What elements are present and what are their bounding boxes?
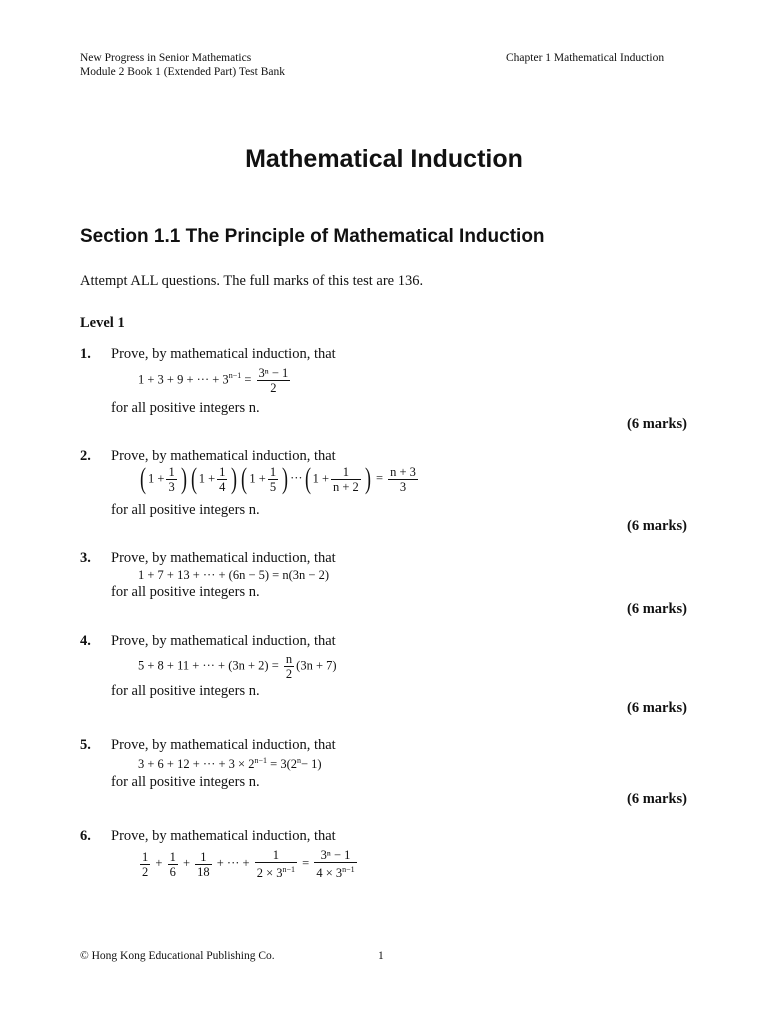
question-number: 6. [80,828,91,844]
one-plus: 1 + [249,470,266,485]
equation: $\frac{1}{2}$ + $\frac{1}{6}$ + $\frac{1}{18}$ + ··· + $\frac{1}{2 \times 3^{n-1}}$ = $\frac{\text{3ⁿ − 1}}{4 \times 3^{n-1}}$ [142,848,355,881]
eq-lhs-exponent: n−1 [228,371,242,381]
series-title: New Progress in Senior Mathematics [80,52,252,64]
question-condition: for all positive integers n. [111,400,260,416]
level-heading: Level 1 [80,315,125,331]
numerator: 1 [169,849,176,864]
denominator: 2 [285,667,293,681]
ellipsis: + ··· + [216,855,250,870]
fraction-4 [255,848,297,880]
instructions: Attempt ALL questions. The full marks of this test are 136. [80,273,424,289]
one-plus: 1 + [198,470,216,485]
question-number: 2. [80,448,91,464]
denominator: 3 [168,479,175,494]
eq-rhs-fraction [314,848,356,880]
numerator: n + 3 [390,464,416,479]
eq-rhs-tail: − 1) [300,757,322,772]
denominator-base: 4 × 3 [316,866,343,881]
question-statement: Prove, by mathematical induction, that [111,550,336,566]
fraction-3 [268,465,278,494]
one-plus: 1 + [312,470,329,485]
denominator: 5 [269,479,277,494]
equals-sign: = [302,855,310,870]
question-number: 3. [80,550,91,566]
denominator [314,863,356,880]
eq-lhs: 1 + 3 + 9 + ··· + 3 [138,372,229,387]
question-statement: Prove, by mathematical induction, that [111,828,336,844]
marks: (6 marks) [626,791,687,807]
equation: 1 + 3 + 9 + ··· + $3^{n-1}$ = $\frac{\text{3ⁿ − 1}}{2}$ [138,366,289,395]
fraction-2 [168,850,178,879]
ellipsis: ··· [290,470,303,485]
fraction-2 [217,465,227,494]
eq-lhs: 3 + 6 + 12 + ··· + 3 × 2 [138,757,255,772]
denominator: 3 [399,479,407,494]
marks: (6 marks) [626,700,687,716]
eq-lhs: 5 + 8 + 11 + ··· + (3n + 2) = [138,658,279,673]
book-title: Module 2 Book 1 (Extended Part) Test Bank [80,66,285,78]
question-number: 5. [80,737,91,753]
numerator: n [285,652,293,666]
copyright-footer: © Hong Kong Educational Publishing Co. [80,950,275,962]
numerator: 1 [255,848,297,863]
question-statement: Prove, by mathematical induction, that [111,633,336,649]
denominator-exponent: n−1 [342,865,355,874]
marks: (6 marks) [626,601,687,617]
eq-rhs-fraction [284,652,294,681]
denominator-exponent: n−1 [282,865,296,874]
eq-rhs-tail: (3n + 7) [296,658,337,673]
one-plus: 1 + [148,470,165,485]
numerator: 1 [269,464,277,479]
chapter-header: Chapter 1 Mathematical Induction [506,52,665,64]
question-statement: Prove, by mathematical induction, that [111,448,336,464]
question-statement: Prove, by mathematical induction, that [111,737,336,753]
denominator: 4 [219,479,226,494]
equation [138,756,322,772]
denominator-base: 2 × 3 [256,866,283,881]
denominator: 18 [197,864,210,879]
fraction-4 [331,465,361,494]
denominator: 2 [142,864,149,879]
fraction-1 [166,465,176,494]
eq-lhs-exponent: n−1 [254,756,268,765]
denominator: 2 [270,381,277,395]
denominator: n + 2 [333,479,359,494]
page-title: Mathematical Induction [245,145,523,173]
numerator: 3ⁿ − 1 [314,848,356,863]
numerator: 1 [168,464,175,479]
denominator [255,863,297,880]
fraction-3 [195,850,212,879]
eq-rhs: = 3(2 [270,757,297,772]
eq-rhs-exponent: n [296,756,301,765]
question-condition: for all positive integers n. [111,584,260,600]
numerator: 1 [331,465,361,480]
section-heading: Section 1.1 The Principle of Mathematical Induction [80,226,545,247]
equation: ( 1 + $\frac{1}{3}$ ) ( 1 + $\frac{1}{4}$ ) ( 1 + $\frac{1}{5}$ ) ···( 1 + $\frac{1}{n + 2}$ ) = $\frac{n + 3}{3}$ [140,462,416,495]
question-number: 1. [80,346,91,362]
numerator: 1 [195,850,212,865]
marks: (6 marks) [626,518,687,534]
equation [138,652,337,681]
denominator: 6 [169,864,176,879]
question-condition: for all positive integers n. [111,502,260,518]
page-number: 1 [378,950,384,962]
marks: (6 marks) [626,416,687,432]
eq-rhs-fraction [388,465,418,494]
numerator: 3ⁿ − 1 [258,366,289,380]
running-header-left [80,51,285,79]
equals-sign: = [375,470,383,485]
numerator: 1 [219,464,226,479]
eq-rhs-fraction [257,366,291,395]
equation: 1 + 7 + 13 + ··· + (6n − 5) = n(3n − 2) [138,568,329,582]
question-number: 4. [80,633,91,649]
question-statement: Prove, by mathematical induction, that [111,346,336,362]
fraction-1 [140,850,150,879]
numerator: 1 [142,849,149,864]
question-condition: for all positive integers n. [111,774,260,790]
question-condition: for all positive integers n. [111,683,260,699]
